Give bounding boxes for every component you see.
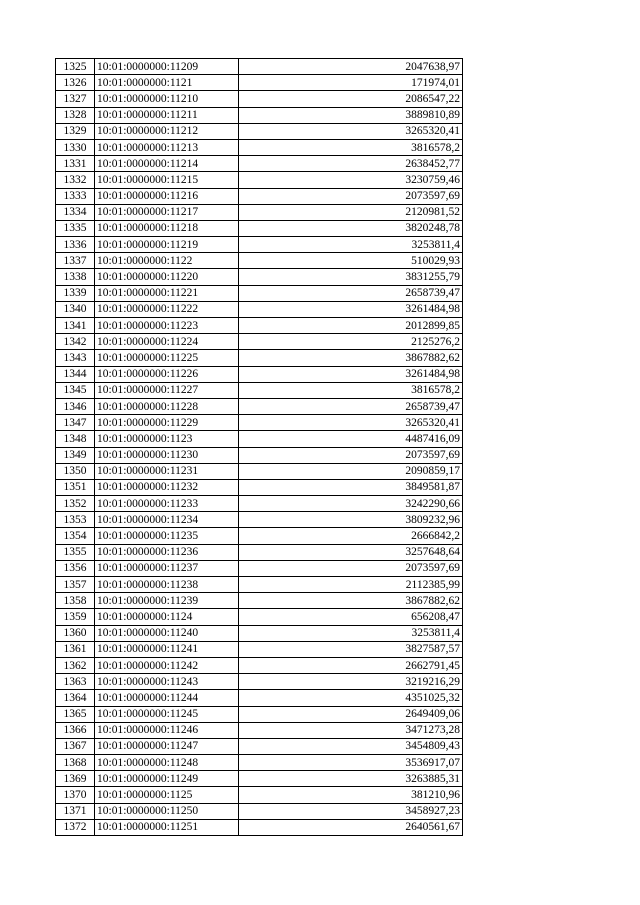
value-cell: 2086547,22	[239, 91, 463, 107]
cadastral-number-cell: 10:01:0000000:11215	[95, 172, 239, 188]
table-row	[56, 819, 463, 835]
table-row	[56, 237, 463, 253]
value-cell: 3827587,57	[239, 641, 463, 657]
table-row	[56, 755, 463, 771]
row-number-cell: 1353	[56, 512, 95, 528]
row-number-cell: 1366	[56, 722, 95, 738]
value-cell: 2640561,67	[239, 819, 463, 835]
value-cell: 2073597,69	[239, 447, 463, 463]
table-row	[56, 738, 463, 754]
value-cell: 3471273,28	[239, 722, 463, 738]
table-row	[56, 528, 463, 544]
cadastral-number-cell: 10:01:0000000:1125	[95, 787, 239, 803]
table-row	[56, 172, 463, 188]
value-cell: 3867882,62	[239, 350, 463, 366]
cadastral-number-cell: 10:01:0000000:11251	[95, 819, 239, 835]
value-cell: 3257648,64	[239, 544, 463, 560]
cadastral-number-cell: 10:01:0000000:11226	[95, 366, 239, 382]
table-row	[56, 188, 463, 204]
data-table	[55, 58, 463, 836]
cadastral-number-cell: 10:01:0000000:11213	[95, 139, 239, 155]
table-row	[56, 593, 463, 609]
cadastral-number-cell: 10:01:0000000:11232	[95, 479, 239, 495]
table-row	[56, 318, 463, 334]
row-number-cell: 1361	[56, 641, 95, 657]
table-row	[56, 657, 463, 673]
value-cell: 3454809,43	[239, 738, 463, 754]
row-number-cell: 1345	[56, 382, 95, 398]
table-row	[56, 75, 463, 91]
table-row	[56, 625, 463, 641]
cadastral-number-cell: 10:01:0000000:11250	[95, 803, 239, 819]
value-cell: 3265320,41	[239, 123, 463, 139]
cadastral-number-cell: 10:01:0000000:11231	[95, 463, 239, 479]
row-number-cell: 1344	[56, 366, 95, 382]
table-row	[56, 577, 463, 593]
table-row	[56, 787, 463, 803]
cadastral-number-cell: 10:01:0000000:11248	[95, 755, 239, 771]
row-number-cell: 1362	[56, 657, 95, 673]
row-number-cell: 1370	[56, 787, 95, 803]
table-row	[56, 496, 463, 512]
cadastral-number-cell: 10:01:0000000:11233	[95, 496, 239, 512]
cadastral-number-cell: 10:01:0000000:11245	[95, 706, 239, 722]
table-row	[56, 706, 463, 722]
value-cell: 3265320,41	[239, 415, 463, 431]
row-number-cell: 1330	[56, 139, 95, 155]
value-cell: 3261484,98	[239, 301, 463, 317]
cadastral-number-cell: 10:01:0000000:11238	[95, 577, 239, 593]
value-cell: 3263885,31	[239, 771, 463, 787]
value-cell: 3849581,87	[239, 479, 463, 495]
row-number-cell: 1348	[56, 431, 95, 447]
cadastral-number-cell: 10:01:0000000:11225	[95, 350, 239, 366]
row-number-cell: 1352	[56, 496, 95, 512]
cadastral-number-cell: 10:01:0000000:11217	[95, 204, 239, 220]
cadastral-number-cell: 10:01:0000000:11210	[95, 91, 239, 107]
cadastral-number-cell: 10:01:0000000:11220	[95, 269, 239, 285]
cadastral-number-cell: 10:01:0000000:11211	[95, 107, 239, 123]
table-row	[56, 366, 463, 382]
table-row	[56, 350, 463, 366]
cadastral-number-cell: 10:01:0000000:11237	[95, 560, 239, 576]
row-number-cell: 1338	[56, 269, 95, 285]
row-number-cell: 1359	[56, 609, 95, 625]
row-number-cell: 1331	[56, 156, 95, 172]
value-cell: 2112385,99	[239, 577, 463, 593]
cadastral-number-cell: 10:01:0000000:11229	[95, 415, 239, 431]
table-row	[56, 253, 463, 269]
table-row	[56, 771, 463, 787]
cadastral-number-cell: 10:01:0000000:11224	[95, 334, 239, 350]
value-cell: 2012899,85	[239, 318, 463, 334]
row-number-cell: 1355	[56, 544, 95, 560]
value-cell: 2047638,97	[239, 59, 463, 75]
row-number-cell: 1325	[56, 59, 95, 75]
row-number-cell: 1371	[56, 803, 95, 819]
value-cell: 3253811,4	[239, 625, 463, 641]
cadastral-number-cell: 10:01:0000000:1123	[95, 431, 239, 447]
table-row	[56, 269, 463, 285]
cadastral-number-cell: 10:01:0000000:11235	[95, 528, 239, 544]
cadastral-number-cell: 10:01:0000000:11218	[95, 220, 239, 236]
row-number-cell: 1350	[56, 463, 95, 479]
value-cell: 3816578,2	[239, 139, 463, 155]
cadastral-number-cell: 10:01:0000000:11236	[95, 544, 239, 560]
value-cell: 2120981,52	[239, 204, 463, 220]
row-number-cell: 1337	[56, 253, 95, 269]
row-number-cell: 1333	[56, 188, 95, 204]
row-number-cell: 1340	[56, 301, 95, 317]
table-row	[56, 674, 463, 690]
cadastral-number-cell: 10:01:0000000:11249	[95, 771, 239, 787]
row-number-cell: 1332	[56, 172, 95, 188]
table-row	[56, 722, 463, 738]
row-number-cell: 1347	[56, 415, 95, 431]
cadastral-number-cell: 10:01:0000000:11234	[95, 512, 239, 528]
table-row	[56, 431, 463, 447]
value-cell: 2125276,2	[239, 334, 463, 350]
value-cell: 2073597,69	[239, 188, 463, 204]
table-row	[56, 398, 463, 414]
row-number-cell: 1358	[56, 593, 95, 609]
value-cell: 3867882,62	[239, 593, 463, 609]
value-cell: 3261484,98	[239, 366, 463, 382]
row-number-cell: 1339	[56, 285, 95, 301]
row-number-cell: 1335	[56, 220, 95, 236]
table-row	[56, 803, 463, 819]
row-number-cell: 1341	[56, 318, 95, 334]
value-cell: 2073597,69	[239, 560, 463, 576]
row-number-cell: 1363	[56, 674, 95, 690]
row-number-cell: 1357	[56, 577, 95, 593]
row-number-cell: 1372	[56, 819, 95, 835]
row-number-cell: 1369	[56, 771, 95, 787]
row-number-cell: 1364	[56, 690, 95, 706]
row-number-cell: 1360	[56, 625, 95, 641]
value-cell: 3809232,96	[239, 512, 463, 528]
table-row	[56, 641, 463, 657]
value-cell: 4351025,32	[239, 690, 463, 706]
value-cell: 2666842,2	[239, 528, 463, 544]
table-row	[56, 512, 463, 528]
value-cell: 2658739,47	[239, 398, 463, 414]
table-row	[56, 560, 463, 576]
row-number-cell: 1365	[56, 706, 95, 722]
value-cell: 3242290,66	[239, 496, 463, 512]
value-cell: 4487416,09	[239, 431, 463, 447]
table-row	[56, 690, 463, 706]
cadastral-number-cell: 10:01:0000000:11240	[95, 625, 239, 641]
table-row	[56, 285, 463, 301]
table-row	[56, 123, 463, 139]
cadastral-number-cell: 10:01:0000000:11221	[95, 285, 239, 301]
cadastral-number-cell: 10:01:0000000:11230	[95, 447, 239, 463]
table-row	[56, 463, 463, 479]
row-number-cell: 1367	[56, 738, 95, 754]
row-number-cell: 1368	[56, 755, 95, 771]
cadastral-number-cell: 10:01:0000000:11243	[95, 674, 239, 690]
row-number-cell: 1328	[56, 107, 95, 123]
value-cell: 3458927,23	[239, 803, 463, 819]
cadastral-number-cell: 10:01:0000000:11212	[95, 123, 239, 139]
value-cell: 171974,01	[239, 75, 463, 91]
cadastral-number-cell: 10:01:0000000:11214	[95, 156, 239, 172]
row-number-cell: 1327	[56, 91, 95, 107]
row-number-cell: 1329	[56, 123, 95, 139]
table-row	[56, 204, 463, 220]
table-row	[56, 301, 463, 317]
value-cell: 2090859,17	[239, 463, 463, 479]
table-row	[56, 382, 463, 398]
cadastral-number-cell: 10:01:0000000:11241	[95, 641, 239, 657]
cadastral-number-cell: 10:01:0000000:11219	[95, 237, 239, 253]
table-row	[56, 544, 463, 560]
value-cell: 510029,93	[239, 253, 463, 269]
value-cell: 2649409,06	[239, 706, 463, 722]
table-body	[56, 59, 463, 836]
value-cell: 3816578,2	[239, 382, 463, 398]
table-row	[56, 91, 463, 107]
row-number-cell: 1326	[56, 75, 95, 91]
table-row	[56, 139, 463, 155]
value-cell: 2638452,77	[239, 156, 463, 172]
cadastral-number-cell: 10:01:0000000:11209	[95, 59, 239, 75]
value-cell: 3230759,46	[239, 172, 463, 188]
cadastral-number-cell: 10:01:0000000:11227	[95, 382, 239, 398]
row-number-cell: 1349	[56, 447, 95, 463]
cadastral-number-cell: 10:01:0000000:11228	[95, 398, 239, 414]
cadastral-number-cell: 10:01:0000000:11242	[95, 657, 239, 673]
cadastral-number-cell: 10:01:0000000:11247	[95, 738, 239, 754]
table-row	[56, 447, 463, 463]
row-number-cell: 1342	[56, 334, 95, 350]
row-number-cell: 1356	[56, 560, 95, 576]
cadastral-number-cell: 10:01:0000000:1121	[95, 75, 239, 91]
table-row	[56, 609, 463, 625]
cadastral-number-cell: 10:01:0000000:11222	[95, 301, 239, 317]
row-number-cell: 1336	[56, 237, 95, 253]
value-cell: 381210,96	[239, 787, 463, 803]
table-row	[56, 334, 463, 350]
table-row	[56, 59, 463, 75]
value-cell: 3831255,79	[239, 269, 463, 285]
row-number-cell: 1343	[56, 350, 95, 366]
cadastral-number-cell: 10:01:0000000:11223	[95, 318, 239, 334]
value-cell: 3536917,07	[239, 755, 463, 771]
value-cell: 656208,47	[239, 609, 463, 625]
table-row	[56, 479, 463, 495]
row-number-cell: 1334	[56, 204, 95, 220]
value-cell: 3889810,89	[239, 107, 463, 123]
cadastral-number-cell: 10:01:0000000:1124	[95, 609, 239, 625]
table-row	[56, 156, 463, 172]
table-row	[56, 107, 463, 123]
cadastral-number-cell: 10:01:0000000:11239	[95, 593, 239, 609]
cadastral-number-cell: 10:01:0000000:11244	[95, 690, 239, 706]
table-row	[56, 415, 463, 431]
value-cell: 2662791,45	[239, 657, 463, 673]
row-number-cell: 1351	[56, 479, 95, 495]
value-cell: 3820248,78	[239, 220, 463, 236]
value-cell: 3253811,4	[239, 237, 463, 253]
cadastral-number-cell: 10:01:0000000:1122	[95, 253, 239, 269]
cadastral-number-cell: 10:01:0000000:11216	[95, 188, 239, 204]
cadastral-number-cell: 10:01:0000000:11246	[95, 722, 239, 738]
row-number-cell: 1354	[56, 528, 95, 544]
row-number-cell: 1346	[56, 398, 95, 414]
value-cell: 2658739,47	[239, 285, 463, 301]
table-row	[56, 220, 463, 236]
value-cell: 3219216,29	[239, 674, 463, 690]
